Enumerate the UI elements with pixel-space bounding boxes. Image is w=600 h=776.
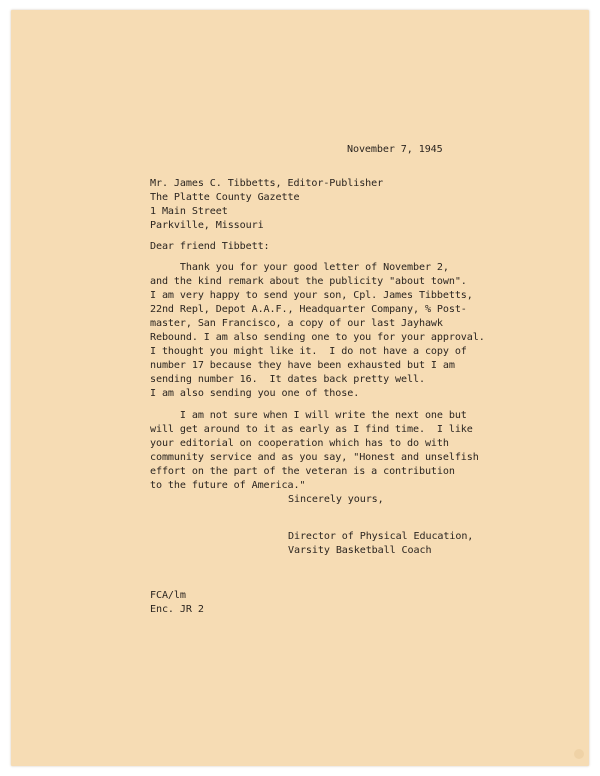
body-line: sending number 16. It dates back pretty well. bbox=[150, 374, 425, 385]
recipient-line: 1 Main Street bbox=[150, 206, 228, 217]
body-line: I am not sure when I will write the next one but bbox=[150, 410, 467, 421]
body-line: I thought you might like it. I do not have a copy of bbox=[150, 346, 467, 357]
body-line: I am also sending you one of those. bbox=[150, 388, 360, 399]
body-line: effort on the part of the veteran is a contribution bbox=[150, 466, 455, 477]
body-line: community service and as you say, "Honest and unselfish bbox=[150, 452, 479, 463]
body-line: 22nd Repl, Depot A.A.F., Headquarter Company, % Post- bbox=[150, 304, 467, 315]
body-line: will get around to it as early as I find time. I like bbox=[150, 424, 473, 435]
recipient-line: Parkville, Missouri bbox=[150, 220, 264, 231]
body-line: and the kind remark about the publicity "about town". bbox=[150, 276, 467, 287]
signature-title: Director of Physical Education, bbox=[288, 531, 474, 542]
body-line: your editorial on cooperation which has to do with bbox=[150, 438, 449, 449]
closing: Sincerely yours, bbox=[288, 494, 384, 505]
reference-initials: FCA/lm bbox=[150, 590, 186, 601]
salutation: Dear friend Tibbett: bbox=[150, 241, 270, 252]
body-line: Rebound. I am also sending one to you for your approval. bbox=[150, 332, 485, 343]
paper-corner-mark bbox=[574, 749, 584, 759]
recipient-line: The Platte County Gazette bbox=[150, 192, 300, 203]
body-line: to the future of America." bbox=[150, 480, 306, 491]
body-line: I am very happy to send your son, Cpl. James Tibbetts, bbox=[150, 290, 473, 301]
body-line: Thank you for your good letter of November 2, bbox=[150, 262, 449, 273]
enclosure-note: Enc. JR 2 bbox=[150, 604, 204, 615]
signature-title: Varsity Basketball Coach bbox=[288, 545, 432, 556]
letter-date: November 7, 1945 bbox=[347, 144, 443, 155]
body-line: master, San Francisco, a copy of our last Jayhawk bbox=[150, 318, 443, 329]
body-line: number 17 because they have been exhausted but I am bbox=[150, 360, 455, 371]
recipient-line: Mr. James C. Tibbetts, Editor-Publisher bbox=[150, 178, 384, 189]
